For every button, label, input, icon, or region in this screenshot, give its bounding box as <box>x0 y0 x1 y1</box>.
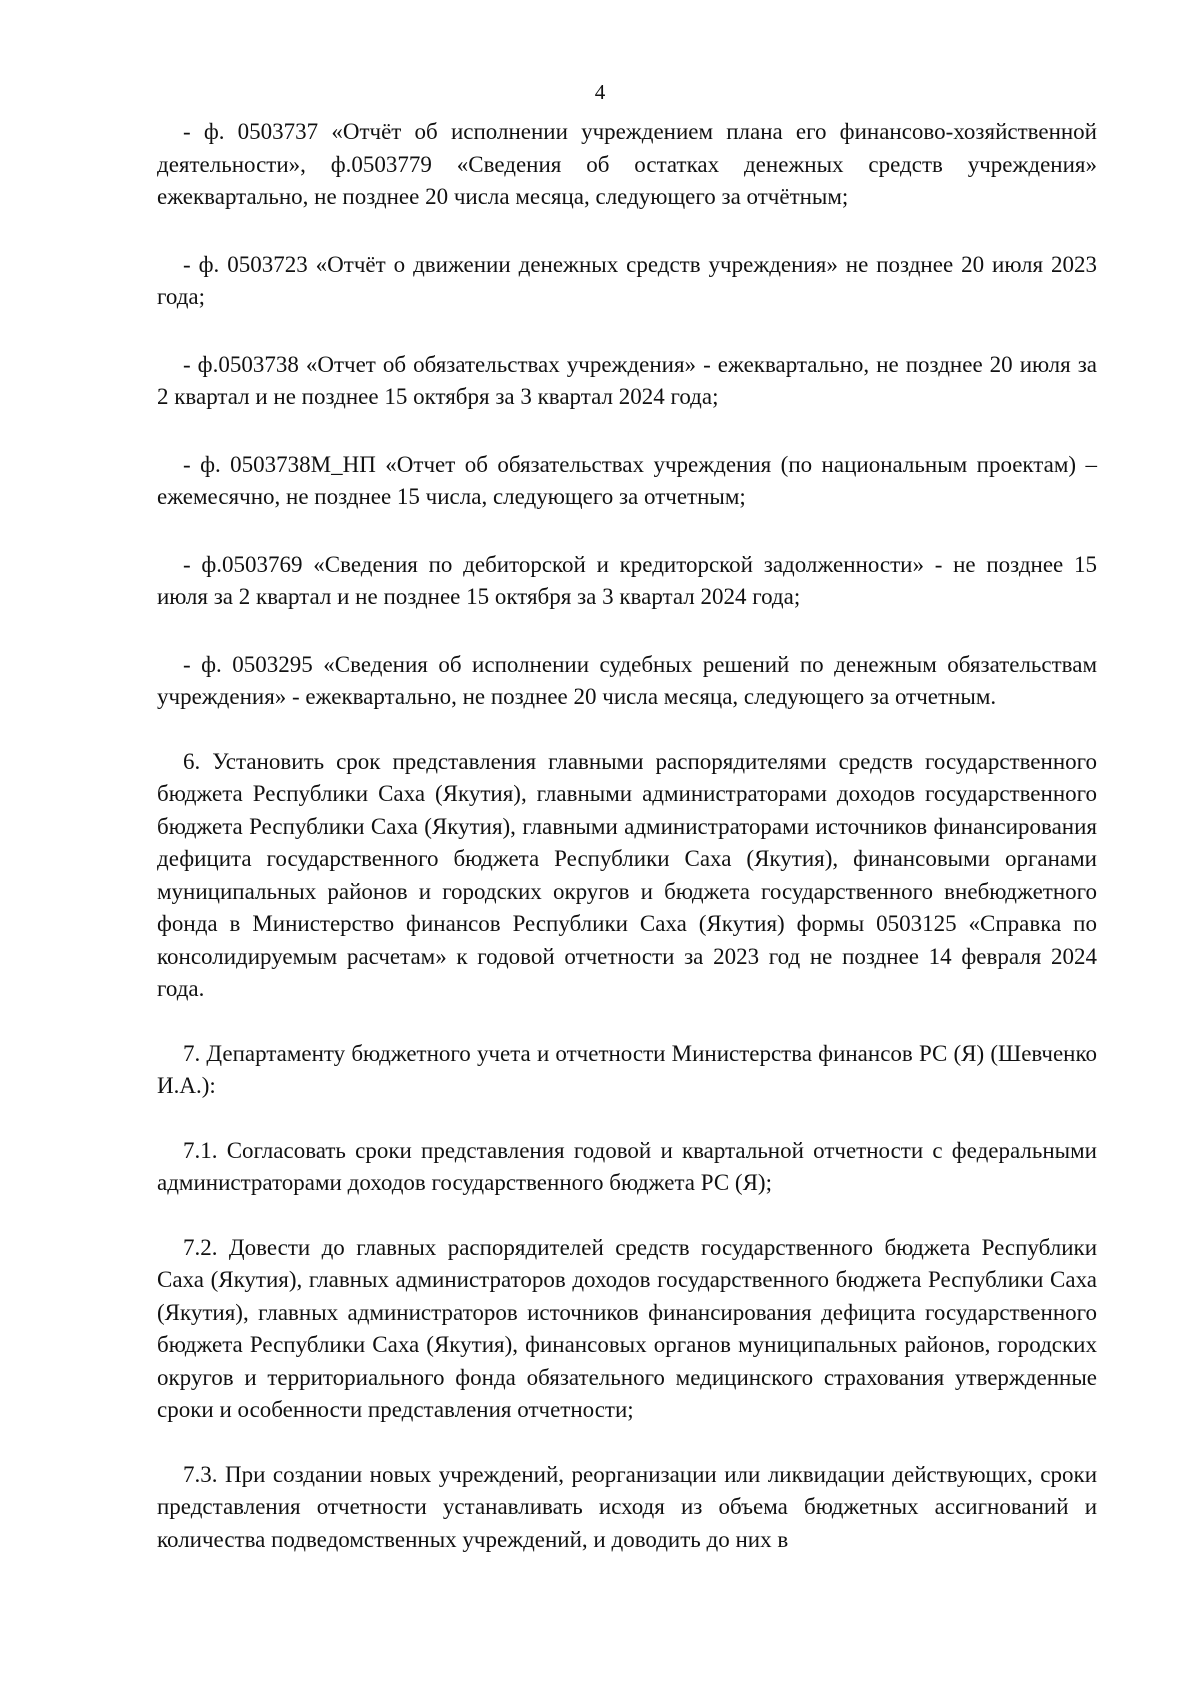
paragraph-item-7-1: 7.1. Согласовать сроки представления годовой и квартальной отчетности с федеральными администраторами доходов государственного бюджета РС (Я); <box>157 1137 1097 1195</box>
paragraph-item-7-3: 7.3. При создании новых учреждений, реорганизации или ликвидации действующих, сроки представления отчетности устанавливать исходя из объема бюджетных ассигнований и количества подведомственных учреждений, и доводить до них в <box>157 1461 1097 1552</box>
paragraph-form-0503738m-np: - ф. 0503738М_НП «Отчет об обязательствах учреждения (по национальным проектам) – ежемесячно, не позднее 15 числа, следующего за отчетным; <box>157 451 1097 509</box>
paragraph-item-7-2: 7.2. Довести до главных распорядителей средств государственного бюджета Республики Саха (Якутия), главных администраторов доходов государственного бюджета Республики Саха (Якутия), главных администраторов источников финансирования дефицита государственного бюджета Республики Саха (Якутия), финансовых органов муниципальных районов, городских округов и территориального фонда обязательного медицинского страхования утвержденные сроки и особенности представления отчетности; <box>157 1234 1097 1422</box>
document-body <box>157 116 1097 1556</box>
paragraph-form-0503769: - ф.0503769 «Сведения по дебиторской и кредиторской задолженности» - не позднее 15 июля за 2 квартал и не позднее 15 октября за 3 квартал 2024 года; <box>157 551 1097 609</box>
paragraph-item-7: 7. Департаменту бюджетного учета и отчетности Министерства финансов РС (Я) (Шевченко И.А.): <box>157 1040 1097 1098</box>
paragraph-form-0503295: - ф. 0503295 «Сведения об исполнении судебных решений по денежным обязательствам учреждения» - ежеквартально, не позднее 20 числа месяца, следующего за отчетным. <box>157 651 1097 709</box>
paragraph-item-6: 6. Установить срок представления главными распорядителями средств государственного бюджета Республики Саха (Якутия), главными администраторами доходов государственного бюджета Республики Саха (Якутия), главными администраторами источников финансирования дефицита государственного бюджета Республики Саха (Якутия), финансовыми органами муниципальных районов и городских округов и бюджета государственного внебюджетного фонда в Министерство финансов Республики Саха (Якутия) формы 0503125 «Справка по консолидируемым расчетам» к годовой отчетности за 2023 год не позднее 14 февраля 2024 года. <box>157 748 1097 1001</box>
paragraph-form-0503738: - ф.0503738 «Отчет об обязательствах учреждения» - ежеквартально, не позднее 20 июля за 2 квартал и не позднее 15 октября за 3 квартал 2024 года; <box>157 351 1097 409</box>
page-number: 4 <box>594 80 606 104</box>
paragraph-form-0503737: - ф. 0503737 «Отчёт об исполнении учреждением плана его финансово-хозяйственной деятельности», ф.0503779 «Сведения об остатках денежных средств учреждения» ежеквартально, не позднее 20 числа месяца, следующего за отчётным; <box>157 119 1097 209</box>
paragraph-form-0503723: - ф. 0503723 «Отчёт о движении денежных средств учреждения» не позднее 20 июля 2023 года; <box>157 251 1097 309</box>
